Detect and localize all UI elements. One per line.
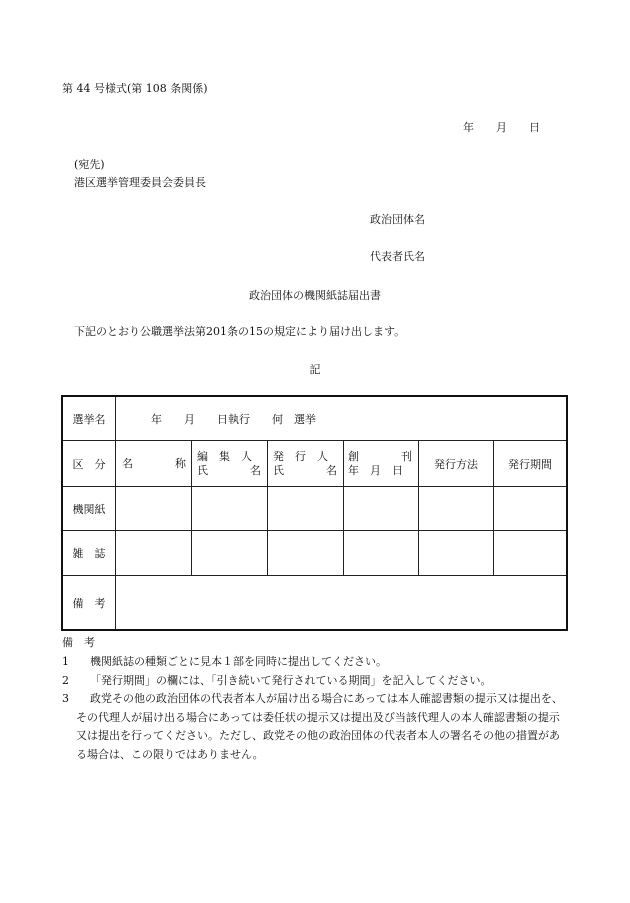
name-header [122, 457, 186, 471]
note-number: 1 [62, 655, 69, 668]
organ-method-cell[interactable] [419, 487, 493, 530]
election-label: 選挙名 [72, 412, 106, 426]
note-text: 政党その他の政治団体の代表者本人が届け出る場合にあっては本人確認書類の提示又は提出を、その代理人が届け出る場合にあっては委任状の提示又は提出及び当該代理人の本人確認書類の提示又は提出を行ってください。ただし、政党その他の政治団体の代表者本人の署名その他の措置がある場合は、この限りではありません。 [76, 692, 563, 761]
note-number: 2 [62, 674, 69, 687]
addressee-note: (宛先) [74, 158, 105, 171]
organ-founded-cell[interactable] [344, 487, 418, 530]
magazine-name-cell[interactable] [116, 531, 191, 575]
organ-publisher-cell[interactable] [268, 487, 343, 530]
editor-line1: 編 集 人 [197, 450, 252, 463]
category-label: 区 分 [72, 457, 106, 471]
row-remarks-label: 備 考 [72, 596, 106, 610]
representative-field[interactable]: 代表者氏名 [370, 250, 425, 263]
name-header-right: 称 [175, 457, 186, 470]
intro-text: 下記のとおり公職選挙法第201条の15の規定により届け出します。 [74, 325, 406, 338]
organ-period-cell[interactable] [494, 487, 566, 530]
period-header: 発行期間 [508, 457, 552, 471]
magazine-period-cell[interactable] [494, 531, 566, 575]
note-text: 機関紙誌の種類ごとに見本１部を同時に提出してください。 [90, 655, 387, 668]
magazine-editor-cell[interactable] [192, 531, 267, 575]
row-magazine-label: 雑 誌 [72, 547, 106, 560]
name-header-left: 名 [122, 457, 133, 470]
founded-line2: 年 月 日 [348, 464, 403, 477]
addressee: 港区選挙管理委員会委員長 [74, 176, 206, 189]
publisher-line2-right: 名 [326, 464, 337, 477]
publisher-line1: 発 行 人 [273, 450, 328, 463]
founded-line1-left: 創 [348, 450, 359, 463]
org-name-field[interactable]: 政治団体名 [370, 213, 425, 226]
registration-table [61, 395, 568, 631]
ki-marker: 記 [309, 363, 321, 376]
magazine-publisher-cell[interactable] [268, 531, 343, 575]
notes-heading: 備 考 [62, 636, 95, 649]
note-text: 「発行期間」の欄には、「引き続いて発行されている期間」を記入してください。 [90, 674, 492, 687]
method-header: 発行方法 [434, 457, 478, 471]
remarks-cell[interactable] [116, 576, 566, 629]
founded-header [348, 450, 412, 478]
organ-name-cell[interactable] [116, 487, 191, 530]
election-value[interactable]: 年 月 日執行 何 選挙 [151, 412, 316, 426]
magazine-method-cell[interactable] [419, 531, 493, 575]
note-number: 3 [62, 692, 69, 705]
organ-editor-cell[interactable] [192, 487, 267, 530]
document-title: 政治団体の機関紙誌届出書 [249, 289, 381, 302]
form-number: 第 44 号様式(第 108 条関係) [62, 82, 208, 95]
row-organ-label: 機関紙 [72, 502, 106, 516]
publisher-line2-left: 氏 [273, 464, 284, 477]
founded-line1-right: 刊 [401, 450, 412, 463]
publisher-header [273, 450, 337, 478]
editor-header [197, 450, 261, 478]
date-field[interactable]: 年 月 日 [463, 121, 540, 134]
editor-line2-right: 名 [250, 464, 261, 477]
editor-line2-left: 氏 [197, 464, 208, 477]
magazine-founded-cell[interactable] [344, 531, 418, 575]
